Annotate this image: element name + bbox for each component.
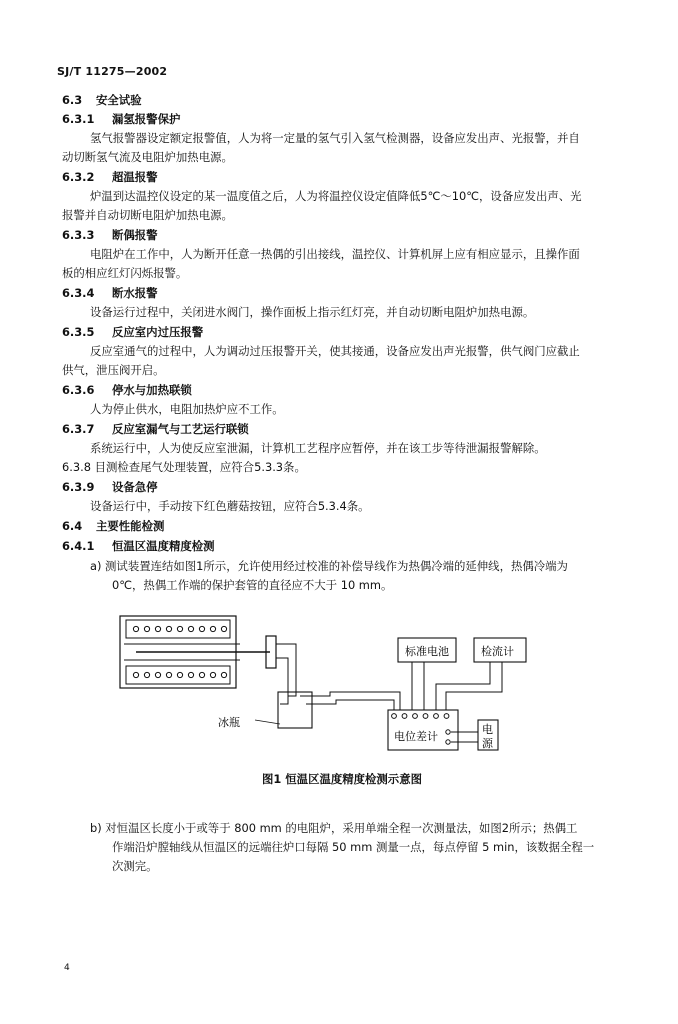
paragraph-line: 0℃，热偶工作端的保护套管的直径应不大于 10 mm。 (112, 578, 393, 592)
potentiometer-terminals (392, 714, 449, 719)
section-number: 6.4.1 (62, 539, 95, 553)
galvanometer-label: 检流计 (481, 645, 514, 658)
figure-1-diagram (0, 600, 678, 800)
paragraph-line: 反应室通气的过程中，人为调动过压报警开关，使其接通，设备应发出声光报警，供气阀门应截止 (90, 344, 580, 358)
paragraph-line: 供气，泄压阀开启。 (62, 363, 165, 377)
heater-coil-dot (177, 672, 182, 677)
section-number: 6.3.3 (62, 228, 95, 242)
heater-coil-dot (221, 626, 226, 631)
section-title: 安全试验 (96, 93, 142, 107)
potentiometer-label: 电位差计 (394, 730, 438, 743)
paragraph-line: 人为停止供水，电阻加热炉应不工作。 (90, 402, 284, 416)
heater-coil-dot (210, 626, 215, 631)
paragraph-line: 次测完。 (112, 859, 158, 873)
section-title: 反应室漏气与工艺运行联锁 (112, 422, 249, 436)
paragraph-line: 设备运行中，手动按下红色蘑菇按钮，应符合5.3.4条。 (90, 499, 370, 513)
paragraph-line: 板的相应红灯闪烁报警。 (62, 266, 188, 280)
section-number: 6.3 (62, 93, 83, 107)
heater-coil-dot (144, 672, 149, 677)
page-number: 4 (64, 963, 70, 973)
heater-coil-dot (210, 672, 215, 677)
heater-coil-dot (133, 672, 138, 677)
section-number: 6.3.7 (62, 422, 95, 436)
heater-coil-dot (221, 672, 226, 677)
potentiometer-terminal (413, 714, 418, 719)
standard-header: SJ/T 11275—2002 (57, 65, 168, 78)
figure-1-caption: 图1 恒温区温度精度检测示意图 (262, 772, 422, 786)
paragraph-line: 系统运行中，人为使反应室泄漏，计算机工艺程序应暂停，并在该工步等待泄漏报警解除。 (90, 441, 546, 455)
section-title: 断偶报警 (112, 228, 158, 242)
section-title: 停水与加热联锁 (112, 383, 192, 397)
heater-coil-dot (199, 672, 204, 677)
heater-coil-dot (155, 626, 160, 631)
power-source-label-1: 电 (482, 723, 493, 736)
furnace-top-heater (126, 620, 230, 638)
paragraph-line: 6.3.8 目测检查尾气处理装置，应符合5.3.3条。 (62, 460, 306, 474)
paragraph-line: 作端沿炉膛轴线从恒温区的远端往炉口每隔 50 mm 测量一点，每点停留 5 min，该数据全程一 (112, 840, 595, 854)
potentiometer-terminal (402, 714, 407, 719)
heater-coil-dot (166, 626, 171, 631)
section-title: 漏氢报警保护 (112, 112, 181, 126)
paragraph-line: b) 对恒温区长度小于或等于 800 mm 的电阻炉，采用单端全程一次测量法，如图2所示；热偶工 (90, 821, 578, 835)
heater-coil-dot (144, 626, 149, 631)
heater-coil-dot (155, 672, 160, 677)
section-number: 6.3.1 (62, 112, 95, 126)
section-number: 6.3.2 (62, 170, 95, 184)
ice-flask-label: 冰瓶 (218, 716, 240, 729)
heater-coil-dot (188, 672, 193, 677)
ice-flask (278, 692, 312, 728)
power-source-label-2: 源 (482, 737, 493, 750)
heater-coil-dot (199, 626, 204, 631)
paragraph-line: 报警并自动切断电阻炉加热电源。 (62, 208, 233, 222)
potentiometer-terminal (423, 714, 428, 719)
paragraph-line: 炉温到达温控仪设定的某一温度值之后，人为将温控仪设定值降低5℃～10℃，设备应发出声、光 (90, 189, 582, 203)
section-number: 6.3.9 (62, 480, 95, 494)
paragraph-line: 氢气报警器设定额定报警值，人为将一定量的氢气引入氢气检测器，设备应发出声、光报警，并自 (90, 131, 580, 145)
paragraph-line: 电阻炉在工作中，人为断开任意一热偶的引出接线，温控仪、计算机屏上应有相应显示，且操作面 (90, 247, 580, 261)
section-number: 6.4 (62, 519, 83, 533)
section-title: 反应室内过压报警 (112, 325, 204, 339)
potentiometer-terminal (444, 714, 449, 719)
paragraph-line: a) 测试装置连结如图1所示，允许使用经过校准的补偿导线作为热偶冷端的延伸线，热偶冷端为 (90, 559, 568, 573)
section-number: 6.3.6 (62, 383, 95, 397)
heater-coil-dot (133, 626, 138, 631)
section-title: 超温报警 (112, 170, 158, 184)
heater-coil-dot (188, 626, 193, 631)
section-title: 设备急停 (112, 480, 158, 494)
section-number: 6.3.5 (62, 325, 95, 339)
heater-coil-dot (166, 672, 171, 677)
furnace-bottom-heater (126, 666, 230, 684)
paragraph-line: 设备运行过程中，关闭进水阀门，操作面板上指示红灯亮，并自动切断电阻炉加热电源。 (90, 305, 535, 319)
potentiometer-terminal (434, 714, 439, 719)
heater-coil-dot (177, 626, 182, 631)
potentiometer-terminal (392, 714, 397, 719)
section-title: 断水报警 (112, 286, 158, 300)
section-title: 主要性能检测 (96, 519, 165, 533)
section-title: 恒温区温度精度检测 (112, 539, 215, 553)
section-number: 6.3.4 (62, 286, 95, 300)
standard-cell-label: 标准电池 (405, 645, 449, 658)
paragraph-line: 动切断氢气流及电阻炉加热电源。 (62, 150, 233, 164)
